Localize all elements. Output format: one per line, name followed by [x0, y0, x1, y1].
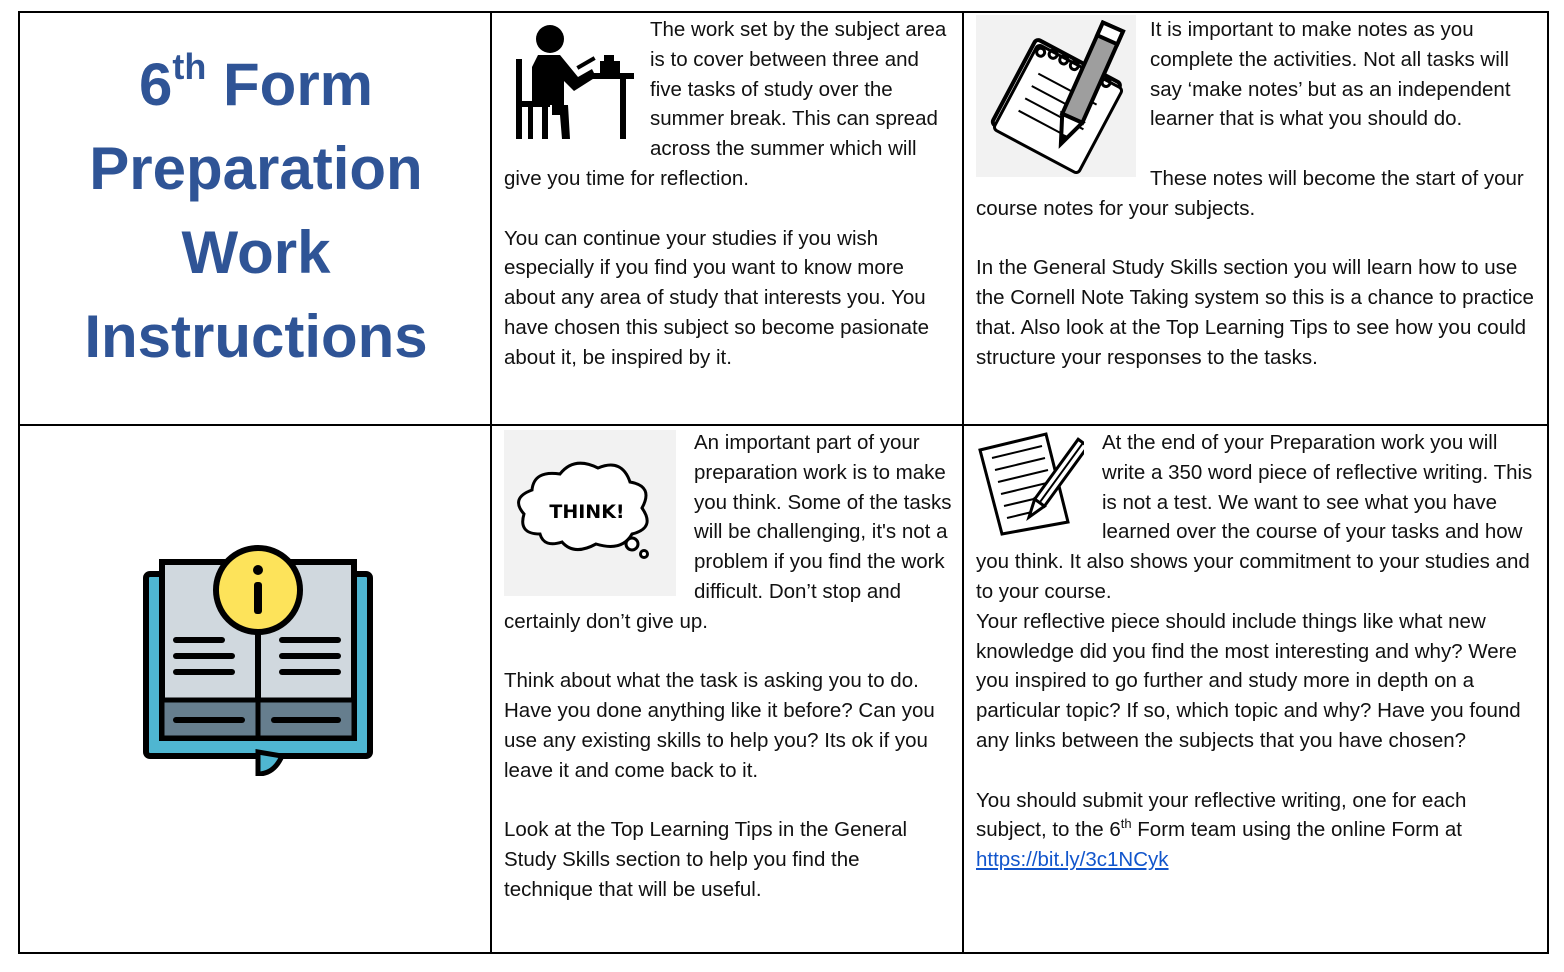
title-line3: Work — [181, 219, 331, 286]
submit-text-start: You should submit your reflective writing, one for each subject, to the 6 — [976, 788, 1467, 842]
online-form-link[interactable]: https://bit.ly/3c1NCyk — [976, 848, 1169, 872]
think-paragraph-1: An important part of your preparation work is to make you think. Some of the tasks will be challenging, it's not a problem if you find the work difficult. Don’t stop and certainly don’t give up. — [504, 431, 952, 633]
reflective-paragraph-1: At the end of your Preparation work you will write a 350 word piece of reflective writing. This is not a test. We want to see what you have learned over the course of your tasks and how you think. It also shows your commitment to your studies and to your course. — [976, 431, 1533, 603]
title-cell — [20, 13, 490, 424]
think-cell — [492, 426, 962, 952]
open-book-info-icon — [142, 544, 374, 776]
title-line4: Instructions — [84, 303, 428, 370]
title-line1-rest: Form — [223, 51, 374, 118]
study-time-cell — [492, 13, 962, 424]
study-time-paragraph-2: You can continue your studies if you wish especially if you find you want to know more about any area of study that interests you. You have chosen this subject so become pasionate about it, be inspired by it. — [504, 226, 930, 369]
reflective-paragraph-3 — [976, 786, 1541, 875]
title-number: 6 — [138, 51, 173, 118]
page-title — [20, 43, 490, 379]
note-taking-paragraph-3: In the General Study Skills section you will learn how to use the Cornell Note Taking system so this is a chance to practice that. Also look at the Top Learning Tips to see how you could structure your responses to the tasks. — [976, 256, 1534, 369]
think-label: THINK! — [549, 501, 625, 523]
think-paragraph-2: Think about what the task is asking you to do. Have you done anything like it before? Can you use any existing skills to help you? Its ok if you leave it and come back to it. — [504, 669, 935, 782]
reflective-writing-cell — [964, 426, 1547, 952]
think-paragraph-3: Look at the Top Learning Tips in the General Study Skills section to help you find the technique that will be useful. — [504, 818, 908, 901]
person-studying-at-desk-icon — [508, 19, 638, 139]
paper-and-pencil-icon — [976, 430, 1084, 536]
think-thought-bubble-icon — [504, 430, 676, 596]
title-superscript: th — [172, 46, 207, 87]
submit-superscript: th — [1120, 816, 1132, 832]
note-taking-paragraph-1: It is important to make notes as you complete the activities. Not all tasks will say ‘make notes’ but as an independent learner that is what you should do. — [1150, 18, 1511, 131]
reflective-paragraph-2: Your reflective piece should include things like what new knowledge did you find the most interesting and why? Were you inspired to go further and study more in depth on a particular topic? If so, which topic and why? Have you found any links between the subjects that you have chosen? — [976, 609, 1521, 752]
notepad-and-pencil-icon — [976, 15, 1136, 177]
title-line2: Preparation — [89, 135, 423, 202]
submit-text-end: Form team using the online Form at — [1131, 818, 1462, 842]
study-time-paragraph-1: The work set by the subject area is to cover between three and five tasks of study over the summer break. This can spread across the summer which will give you time for reflection. — [504, 18, 947, 190]
instructions-table — [18, 11, 1549, 954]
note-taking-cell — [964, 13, 1547, 424]
info-book-cell — [20, 426, 490, 952]
note-taking-paragraph-2: These notes will become the start of your course notes for your subjects. — [976, 166, 1524, 220]
